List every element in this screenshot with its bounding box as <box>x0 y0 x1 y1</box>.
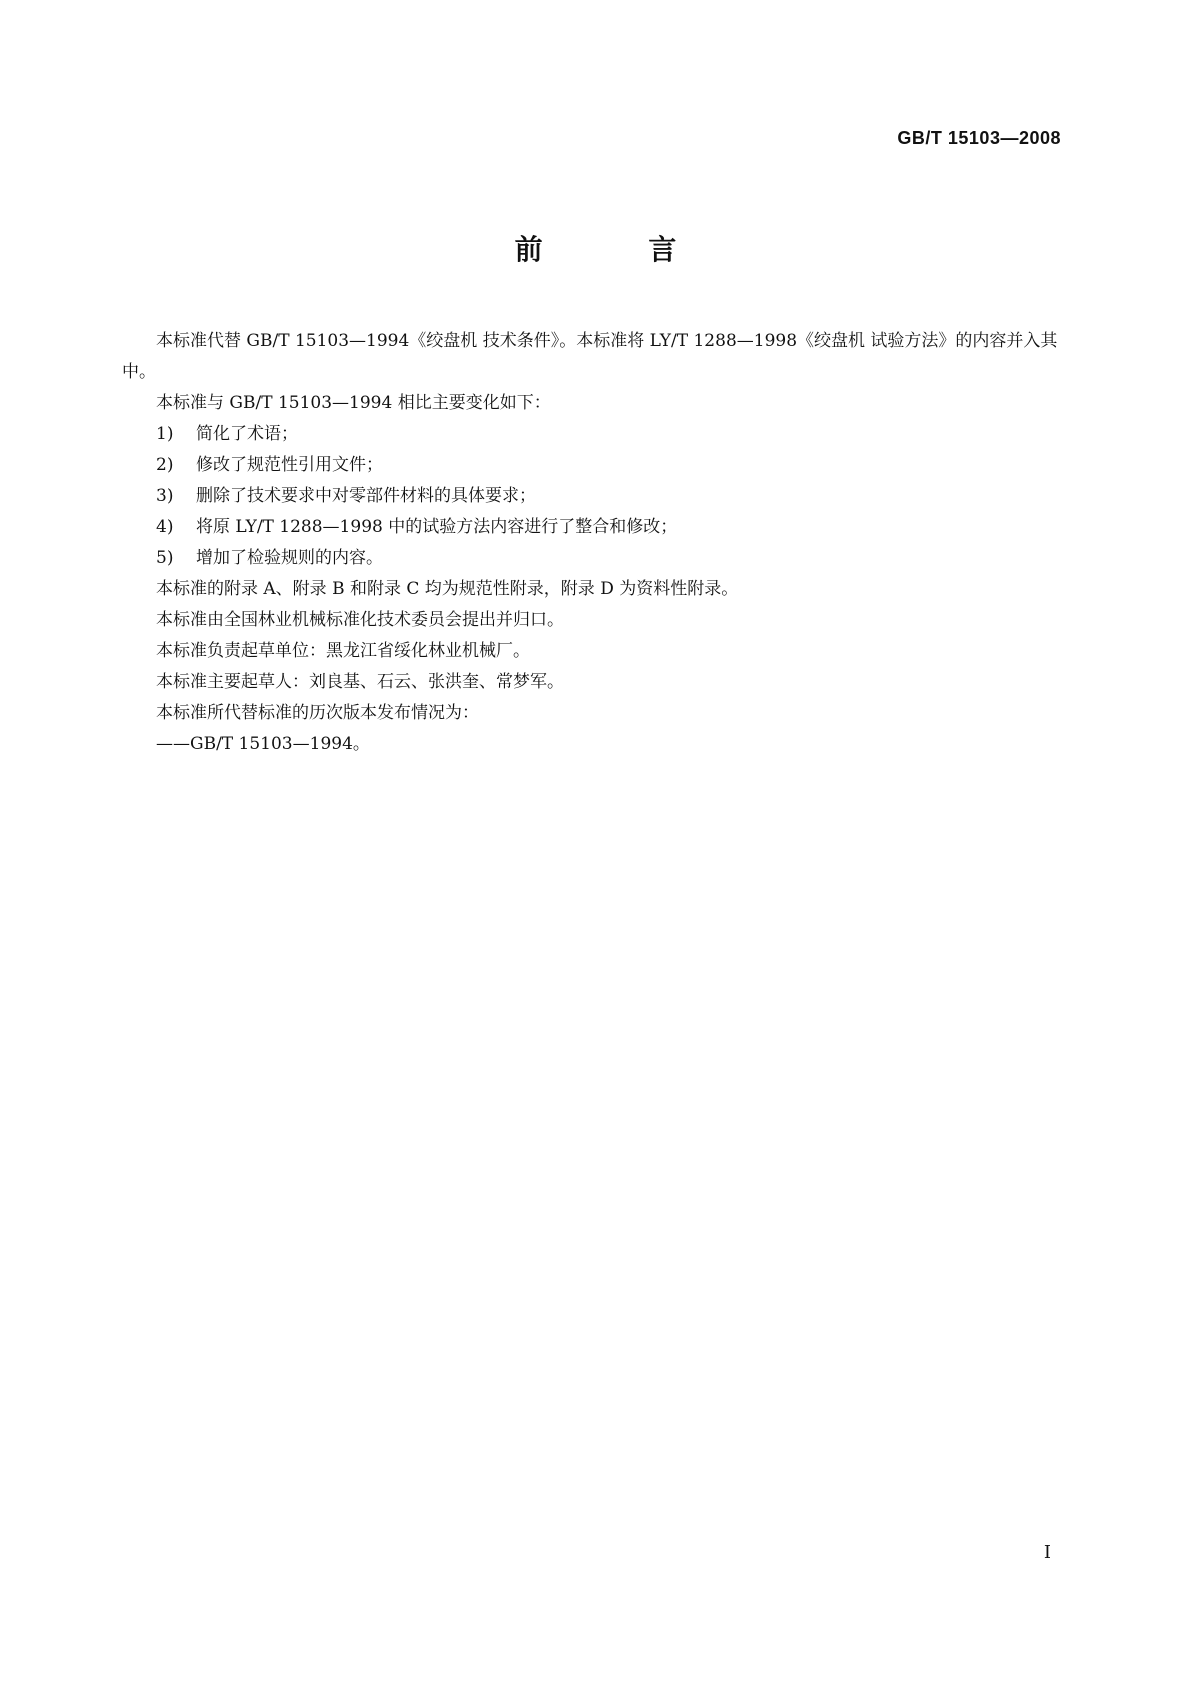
paragraph-proposer: 本标准由全国林业机械标准化技术委员会提出并归口。 <box>156 610 564 630</box>
list-item <box>122 543 1067 574</box>
paragraph-drafters: 本标准主要起草人：刘良基、石云、张洪奎、常梦军。 <box>156 672 564 692</box>
list-item <box>122 450 1067 481</box>
paragraph-drafting-unit: 本标准负责起草单位：黑龙江省绥化林业机械厂。 <box>156 641 530 661</box>
list-item-text: 修改了规范性引用文件； <box>196 455 383 475</box>
standard-number: GB/T 15103—2008 <box>897 128 1061 148</box>
list-item-number: 1) <box>156 424 174 444</box>
list-item <box>122 419 1067 450</box>
document-body <box>122 326 1067 760</box>
list-item-number: 4) <box>156 517 174 537</box>
list-item-text: 增加了检验规则的内容。 <box>196 548 383 568</box>
list-item <box>122 481 1067 512</box>
list-item-number: 5) <box>156 548 174 568</box>
page-title: 前 言 <box>514 233 725 266</box>
paragraph-history-intro: 本标准所代替标准的历次版本发布情况为： <box>156 703 479 723</box>
paragraph-changes-intro: 本标准与 GB/T 15103—1994 相比主要变化如下： <box>156 393 551 413</box>
paragraph-appendices: 本标准的附录 A、附录 B 和附录 C 均为规范性附录，附录 D 为资料性附录。 <box>156 579 739 599</box>
paragraph-replacement-note: 本标准代替 GB/T 15103—1994《绞盘机 技术条件》。本标准将 LY/T 1288—1998《绞盘机 试验方法》的内容并入其中。 <box>122 331 1058 382</box>
paragraph-history-item: ——GB/T 15103—1994。 <box>156 734 370 754</box>
list-item-text: 将原 LY/T 1288—1998 中的试验方法内容进行了整合和修改； <box>196 517 678 537</box>
list-item <box>122 512 1067 543</box>
list-item-number: 2) <box>156 455 174 475</box>
list-item-text: 简化了术语； <box>196 424 298 444</box>
page-number: I <box>1043 1542 1051 1563</box>
list-item-text: 删除了技术要求中对零部件材料的具体要求； <box>196 486 536 506</box>
list-item-number: 3) <box>156 486 174 506</box>
